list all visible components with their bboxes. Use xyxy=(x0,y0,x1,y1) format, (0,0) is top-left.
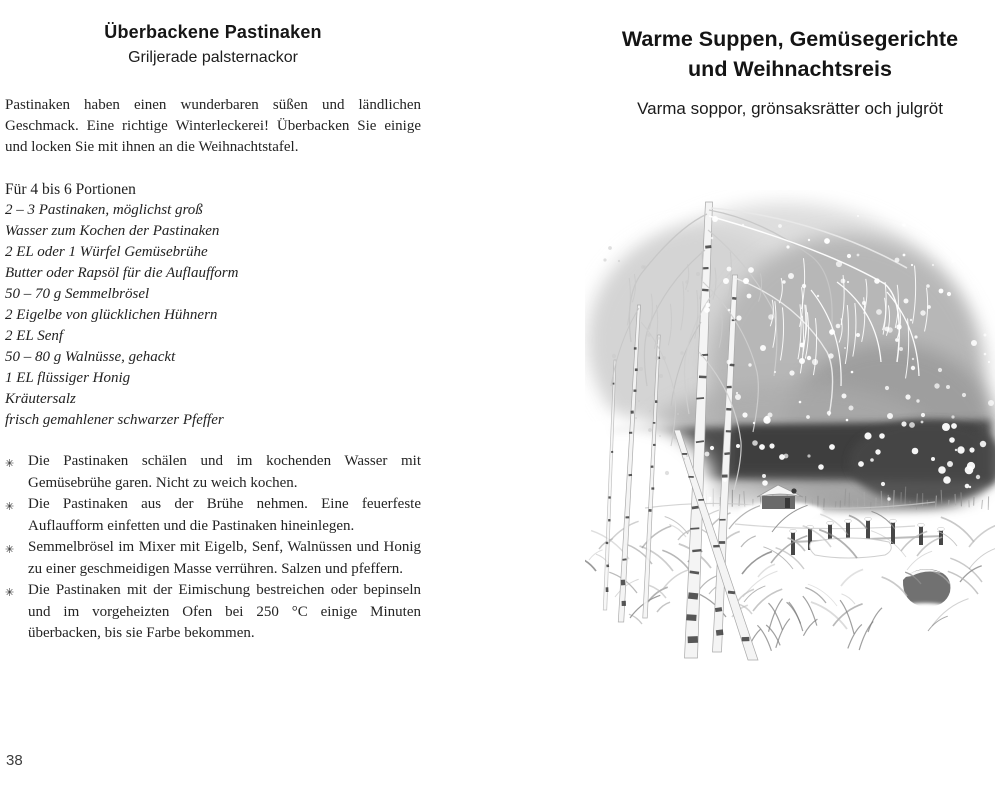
ingredient-item: 2 EL oder 1 Würfel Gemüsebrühe xyxy=(5,244,208,260)
step-text: Die Pastinaken mit der Eimischung bestreichen oder bepinseln und im vorgeheizten Ofen bei 250 °C einige Minuten überbacken, bis sie Farbe bekommen. xyxy=(28,582,421,641)
chapter-title xyxy=(580,24,1000,84)
ingredient-item: 2 Eigelbe von glücklichen Hühnern xyxy=(5,307,218,323)
step-item xyxy=(5,537,421,580)
snowflake-bullet-icon: ✳ xyxy=(5,500,15,513)
step-item xyxy=(5,451,421,494)
recipe-subtitle: Griljerade palsternackor xyxy=(128,49,298,66)
step-list xyxy=(5,451,421,645)
ingredient-item: 2 EL Senf xyxy=(5,328,64,344)
recipe-title: Überbackene Pastinaken xyxy=(104,22,322,42)
ingredient-item: Kräutersalz xyxy=(5,391,76,407)
page-number: 38 xyxy=(6,752,23,769)
rock xyxy=(899,569,951,613)
snowflake-bullet-icon: ✳ xyxy=(5,586,15,599)
chapter-title-line2: und Weihnachtsreis xyxy=(688,57,892,81)
chapter-page xyxy=(580,24,1000,119)
ingredient-item: 1 EL flüssiger Honig xyxy=(5,370,131,386)
ingredient-item: Butter oder Rapsöl für die Auflaufform xyxy=(5,265,239,281)
step-item xyxy=(5,494,421,537)
ingredient-item: 50 – 80 g Walnüsse, gehackt xyxy=(5,349,176,365)
ingredient-item: 2 – 3 Pastinaken, möglichst groß xyxy=(5,202,203,218)
winter-birch-snow-illustration xyxy=(585,190,995,670)
snowflake-bullet-icon: ✳ xyxy=(5,457,15,470)
recipe-intro: Pastinaken haben einen wunderbaren süßen und ländlichen Geschmack. Eine richtige Winterleckerei! Überbacken Sie einige und locken Sie mit ihnen an die Weihnachtstafel. xyxy=(5,97,421,155)
step-text: Semmelbrösel im Mixer mit Eigelb, Senf, Walnüssen und Honig zu einer geschmeidigen Masse verrühren. Salzen und pfeffern. xyxy=(28,539,421,577)
snowflake-bullet-icon: ✳ xyxy=(5,543,15,556)
servings-line: Für 4 bis 6 Portionen xyxy=(5,181,136,198)
recipe-page xyxy=(5,22,421,645)
step-text: Die Pastinaken aus der Brühe nehmen. Eine feuerfeste Auflaufform einfetten und die Pastinaken hineinlegen. xyxy=(28,496,421,534)
ingredient-item: Wasser zum Kochen der Pastinaken xyxy=(5,223,220,239)
chapter-title-line1: Warme Suppen, Gemüsegerichte xyxy=(621,27,959,51)
ingredient-item: 50 – 70 g Semmelbrösel xyxy=(5,286,150,302)
step-item xyxy=(5,580,421,645)
ingredient-list xyxy=(5,200,421,431)
step-text: Die Pastinaken schälen und im kochenden Wasser mit Gemüsebrühe garen. Nicht zu weich kochen. xyxy=(28,453,421,491)
ingredient-item: frisch gemahlener schwarzer Pfeffer xyxy=(5,412,224,428)
chapter-subtitle: Varma soppor, grönsaksrätter och julgröt xyxy=(637,99,943,118)
winter-illustration-svg xyxy=(585,190,995,670)
